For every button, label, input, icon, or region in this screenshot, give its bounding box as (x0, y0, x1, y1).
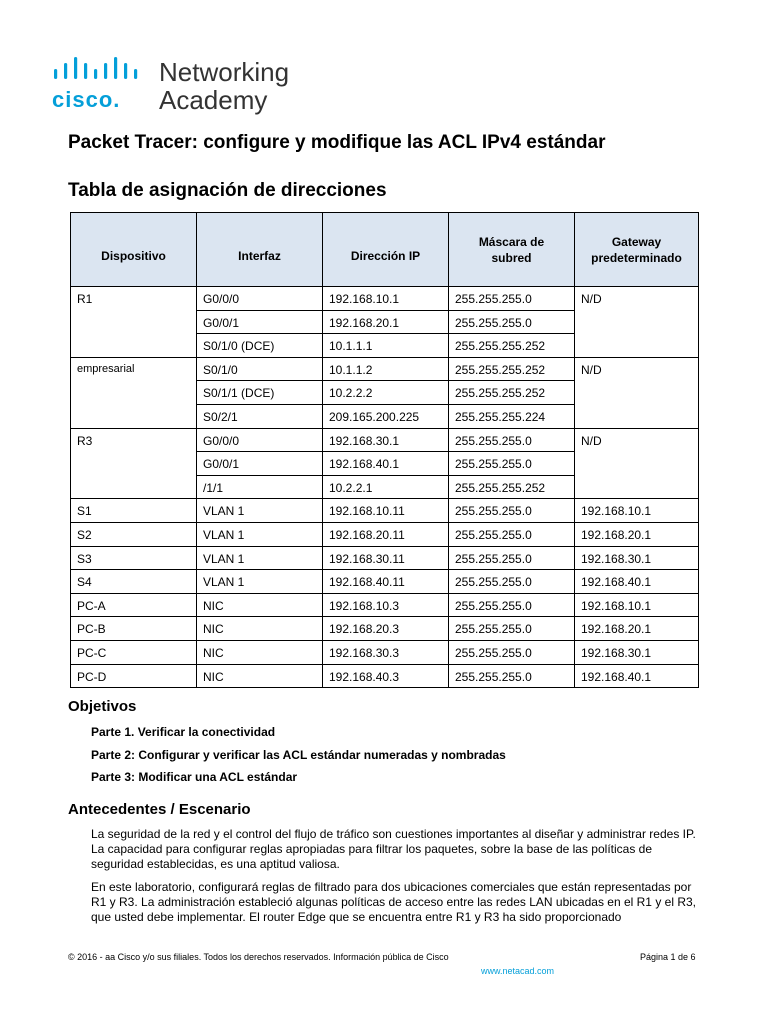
table-cell-gw (575, 334, 699, 358)
table-cell-iface: /1/1 (197, 475, 323, 499)
header-gateway-label: Gateway predeterminado (591, 234, 682, 265)
cisco-networking-academy-logo (52, 57, 312, 117)
table-cell-iface: NIC (197, 640, 323, 664)
table-cell-iface: G0/0/1 (197, 310, 323, 334)
logo-academy-text: Academy (159, 85, 268, 115)
table-cell-ip: 192.168.20.11 (323, 522, 449, 546)
table-row (71, 593, 699, 617)
table-cell-ip: 192.168.10.3 (323, 593, 449, 617)
table-cell-iface: VLAN 1 (197, 570, 323, 594)
table-cell-device: S4 (71, 570, 197, 594)
table-cell-mask: 255.255.255.252 (449, 381, 575, 405)
background-heading: Antecedentes / Escenario (68, 801, 251, 818)
table-cell-mask: 255.255.255.0 (449, 310, 575, 334)
table-row (71, 570, 699, 594)
table-row (71, 522, 699, 546)
table-cell-device: PC-A (71, 593, 197, 617)
table-cell-ip: 192.168.10.1 (323, 287, 449, 311)
table-cell-ip: 10.2.2.2 (323, 381, 449, 405)
background-paragraph-1: La seguridad de la red y el control del flujo de tráfico son cuestiones importantes al diseñar y administrar redes IP. La capacidad para configurar reglas apropiadas para filtrar los paquetes, sobre la base de las políticas de seguridad establecidas, es una aptitud valiosa. (91, 827, 696, 871)
table-cell-mask: 255.255.255.0 (449, 522, 575, 546)
table-cell-mask: 255.255.255.0 (449, 546, 575, 570)
table-cell-gw: 192.168.30.1 (575, 640, 699, 664)
table-header-row (71, 213, 699, 287)
table-cell-gw: 192.168.40.1 (575, 570, 699, 594)
table-cell-iface: VLAN 1 (197, 499, 323, 523)
table-cell-gw (575, 310, 699, 334)
footer-copyright: © 2016 - aa Cisco y/o sus filiales. Todos los derechos reservados. Información pública de Cisco (68, 952, 449, 962)
table-row (71, 404, 699, 428)
cisco-bridge-icon (52, 57, 148, 83)
table-cell-iface: S0/1/0 (197, 357, 323, 381)
table-row (71, 499, 699, 523)
table-cell-mask: 255.255.255.252 (449, 475, 575, 499)
table-cell-ip: 192.168.30.1 (323, 428, 449, 452)
header-interface: Interfaz (197, 213, 323, 287)
table-cell-ip: 192.168.20.1 (323, 310, 449, 334)
table-cell-mask: 255.255.255.224 (449, 404, 575, 428)
header-mask (449, 213, 575, 287)
table-cell-gw: 192.168.30.1 (575, 546, 699, 570)
table-cell-ip: 209.165.200.225 (323, 404, 449, 428)
table-row (71, 334, 699, 358)
table-cell-ip: 192.168.10.11 (323, 499, 449, 523)
table-cell-iface: NIC (197, 593, 323, 617)
table-cell-ip: 192.168.30.11 (323, 546, 449, 570)
table-cell-gw (575, 381, 699, 405)
table-cell-ip: 192.168.40.1 (323, 452, 449, 476)
table-row (71, 310, 699, 334)
objective-item: Parte 1. Verificar la conectividad (91, 725, 276, 739)
table-cell-device (71, 404, 197, 428)
table-row (71, 475, 699, 499)
table-cell-gw: 192.168.20.1 (575, 617, 699, 641)
footer-netacad-link[interactable]: www.netacad.com (481, 966, 555, 976)
table-cell-mask: 255.255.255.252 (449, 334, 575, 358)
document-title: Packet Tracer: configure y modifique las ACL IPv4 estándar (68, 132, 606, 153)
table-cell-mask: 255.255.255.0 (449, 452, 575, 476)
table-cell-device: empresarial (71, 357, 197, 381)
table-cell-iface: G0/0/0 (197, 287, 323, 311)
table-cell-device: R3 (71, 428, 197, 452)
table-cell-mask: 255.255.255.0 (449, 570, 575, 594)
table-row (71, 664, 699, 688)
logo-networking-text: Networking (159, 57, 290, 87)
footer-page-number: Página 1 de 6 (640, 952, 696, 962)
logo-dot-icon: . (113, 87, 121, 112)
table-cell-device: PC-C (71, 640, 197, 664)
objectives-heading: Objetivos (68, 698, 137, 715)
table-row (71, 381, 699, 405)
table-cell-device: S1 (71, 499, 197, 523)
table-cell-iface: S0/1/0 (DCE) (197, 334, 323, 358)
table-cell-device (71, 310, 197, 334)
table-cell-iface: G0/0/0 (197, 428, 323, 452)
table-row (71, 617, 699, 641)
table-cell-device: S3 (71, 546, 197, 570)
table-cell-iface: VLAN 1 (197, 522, 323, 546)
table-row (71, 287, 699, 311)
header-ip: Dirección IP (323, 213, 449, 287)
table-cell-device (71, 381, 197, 405)
header-mask-label: Máscara de subred (478, 234, 545, 265)
table-row (71, 640, 699, 664)
table-row (71, 428, 699, 452)
table-cell-iface: VLAN 1 (197, 546, 323, 570)
table-cell-ip: 192.168.40.11 (323, 570, 449, 594)
table-row (71, 546, 699, 570)
table-cell-gw: 192.168.40.1 (575, 664, 699, 688)
table-cell-gw: N/D (575, 287, 699, 311)
objective-item: Parte 2: Configurar y verificar las ACL estándar numeradas y nombradas (91, 748, 506, 762)
table-cell-device: PC-B (71, 617, 197, 641)
table-cell-gw (575, 475, 699, 499)
header-gateway (575, 213, 699, 287)
table-cell-iface: NIC (197, 617, 323, 641)
table-cell-gw: 192.168.10.1 (575, 593, 699, 617)
table-cell-mask: 255.255.255.0 (449, 428, 575, 452)
table-cell-gw: 192.168.20.1 (575, 522, 699, 546)
table-cell-device (71, 475, 197, 499)
background-paragraph-2: En este laboratorio, configurará reglas de filtrado para dos ubicaciones comerciales que están representadas por R1 y R3. La administración estableció algunas políticas de acceso entre las redes LAN ubicadas en el R1 y el R3, que usted debe implementar. El router Edge que se encuentra entre R1 y R3 ha sido proporcionado (91, 880, 696, 924)
table-cell-iface: S0/1/1 (DCE) (197, 381, 323, 405)
table-cell-mask: 255.255.255.0 (449, 593, 575, 617)
addressing-table (70, 212, 699, 688)
table-cell-device (71, 334, 197, 358)
table-cell-gw: N/D (575, 428, 699, 452)
table-title: Tabla de asignación de direcciones (68, 180, 387, 201)
table-cell-mask: 255.255.255.0 (449, 664, 575, 688)
table-cell-device: S2 (71, 522, 197, 546)
table-cell-gw: N/D (575, 357, 699, 381)
logo-cisco-wordmark: cisco. (52, 87, 121, 112)
table-cell-ip: 10.1.1.2 (323, 357, 449, 381)
table-cell-ip: 192.168.20.3 (323, 617, 449, 641)
table-cell-device: R1 (71, 287, 197, 311)
objective-item: Parte 3: Modificar una ACL estándar (91, 770, 298, 784)
table-cell-iface: G0/0/1 (197, 452, 323, 476)
table-cell-iface: S0/2/1 (197, 404, 323, 428)
table-cell-device: PC-D (71, 664, 197, 688)
table-cell-mask: 255.255.255.0 (449, 287, 575, 311)
table-cell-gw (575, 404, 699, 428)
table-cell-mask: 255.255.255.0 (449, 499, 575, 523)
table-cell-mask: 255.255.255.252 (449, 357, 575, 381)
table-cell-gw (575, 452, 699, 476)
table-row (71, 452, 699, 476)
table-cell-mask: 255.255.255.0 (449, 617, 575, 641)
table-cell-device (71, 452, 197, 476)
table-cell-mask: 255.255.255.0 (449, 640, 575, 664)
header-device: Dispositivo (71, 213, 197, 287)
table-cell-gw: 192.168.10.1 (575, 499, 699, 523)
table-cell-iface: NIC (197, 664, 323, 688)
table-cell-ip: 10.2.2.1 (323, 475, 449, 499)
table-cell-ip: 10.1.1.1 (323, 334, 449, 358)
table-cell-ip: 192.168.40.3 (323, 664, 449, 688)
table-row (71, 357, 699, 381)
table-cell-ip: 192.168.30.3 (323, 640, 449, 664)
